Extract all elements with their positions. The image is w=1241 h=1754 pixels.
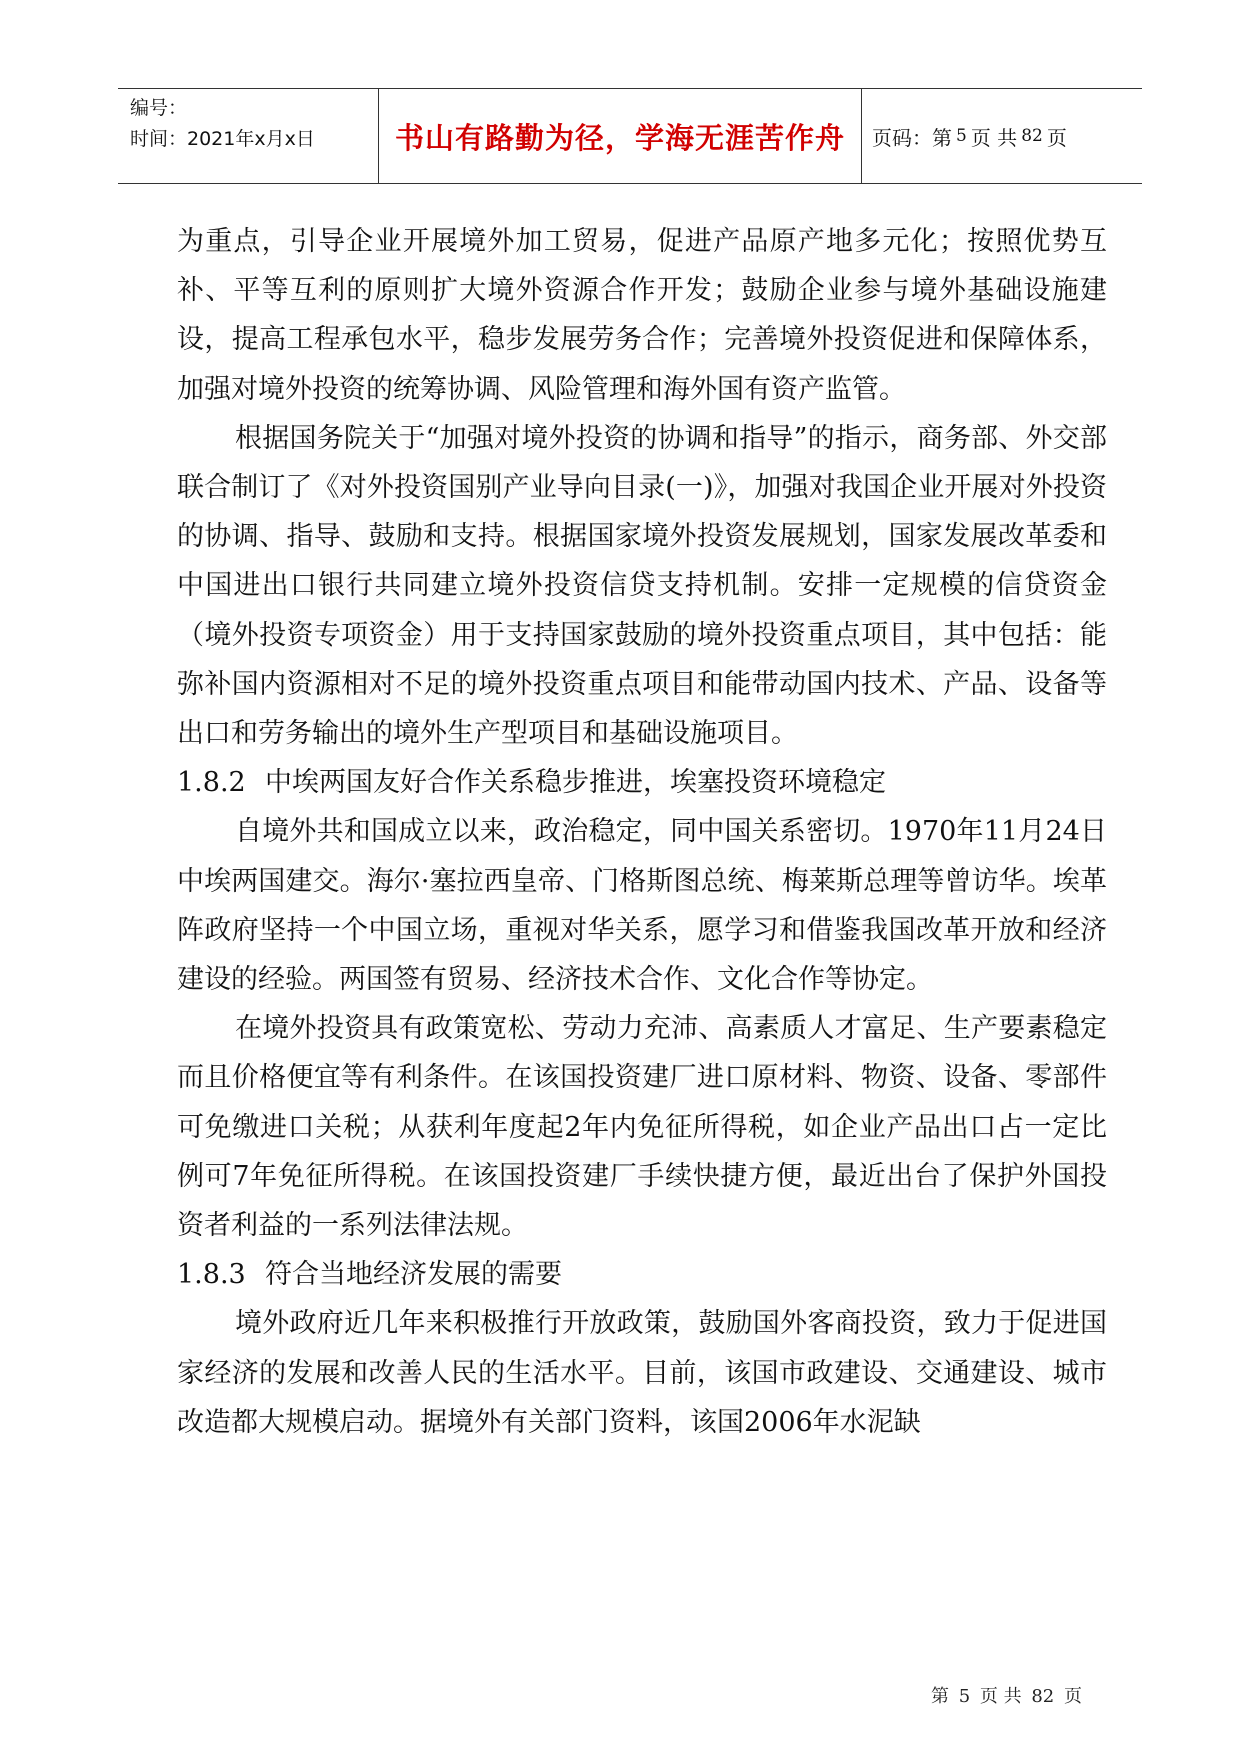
paragraph-1: 为重点，引导企业开展境外加工贸易，促进产品原产地多元化；按照优势互补、平等互利的原则扩大境外资源合作开发；鼓励企业参与境外基础设施建设，提高工程承包水平，稳步发展劳务合作；完善境外投资促进和保障体系，加强对境外投资的统筹协调、风险管理和海外国有资产监管。 <box>177 226 1107 405</box>
paragraph-5: 境外政府近几年来积极推行开放政策，鼓励国外客商投资，致力于促进国家经济的发展和改善人民的生活水平。目前，该国市政建设、交通建设、城市改造都大规模启动。据境外有关部门资料，该国2006年水泥缺 <box>177 1308 1107 1438</box>
time-label: 时间：2021年x月x日 <box>130 128 315 150</box>
page-header <box>118 88 1142 184</box>
header-motto: 书山有路勤为径，学海无涯苦作舟 <box>379 89 862 183</box>
section-number: 1.8.3 <box>177 1259 246 1291</box>
number-label: 编号： <box>130 97 188 119</box>
footer-suffix: 页 <box>1064 1686 1082 1707</box>
section-title: 符合当地经济发展的需要 <box>265 1259 562 1291</box>
footer-prefix: 第 <box>930 1686 949 1707</box>
page-mid: 页 共 <box>970 125 1018 150</box>
paragraph-3: 自境外共和国成立以来，政治稳定，同中国关系密切。1970年11月24日中埃两国建交。海尔·塞拉西皇帝、门格斯图总统、梅莱斯总理等曾访华。埃革阵政府坚持一个中国立场，重视对华关系，愿学习和借鉴我国改革开放和经济建设的经验。两国签有贸易、经济技术合作、文化合作等协定。 <box>177 816 1107 996</box>
document-body <box>177 217 1107 1447</box>
section-number: 1.8.2 <box>177 767 246 799</box>
section-heading-1-8-3 <box>177 1250 1107 1299</box>
page-prefix: 页码：第 <box>872 125 952 150</box>
header-page-info <box>862 89 1142 183</box>
footer-total: 82 <box>1031 1686 1055 1707</box>
footer-mid: 页 共 <box>979 1686 1022 1707</box>
paragraph-2: 根据国务院关于“加强对境外投资的协调和指导”的指示，商务部、外交部联合制订了《对外投资国别产业导向目录(一)》，加强对我国企业开展对外投资的协调、指导、鼓励和支持。根据国家境外投资发展规划，国家发展改革委和中国进出口银行共同建立境外投资信贷支持机制。安排一定规模的信贷资金（境外投资专项资金）用于支持国家鼓励的境外投资重点项目，其中包括：能弥补国内资源相对不足的境外投资重点项目和能带动国内技术、产品、设备等出口和劳务输出的境外生产型项目和基础设施项目。 <box>177 422 1107 750</box>
header-meta <box>118 89 379 183</box>
page-total: 82 <box>1021 126 1043 146</box>
paragraph-4: 在境外投资具有政策宽松、劳动力充沛、高素质人才富足、生产要素稳定而且价格便宜等有利条件。在该国投资建厂进口原材料、物资、设备、零部件可免缴进口关税；从获利年度起2年内免征所得税，如企业产品出口占一定比例可7年免征所得税。在该国投资建厂手续快捷方便，最近出台了保护外国投资者利益的一系列法律法规。 <box>177 1013 1107 1242</box>
page-suffix: 页 <box>1046 125 1067 150</box>
page-current: 5 <box>956 126 967 146</box>
page-footer <box>929 1682 1084 1708</box>
section-heading-1-8-2 <box>177 758 1107 807</box>
section-title: 中埃两国友好合作关系稳步推进，埃塞投资环境稳定 <box>265 767 886 799</box>
footer-current: 5 <box>958 1686 971 1707</box>
